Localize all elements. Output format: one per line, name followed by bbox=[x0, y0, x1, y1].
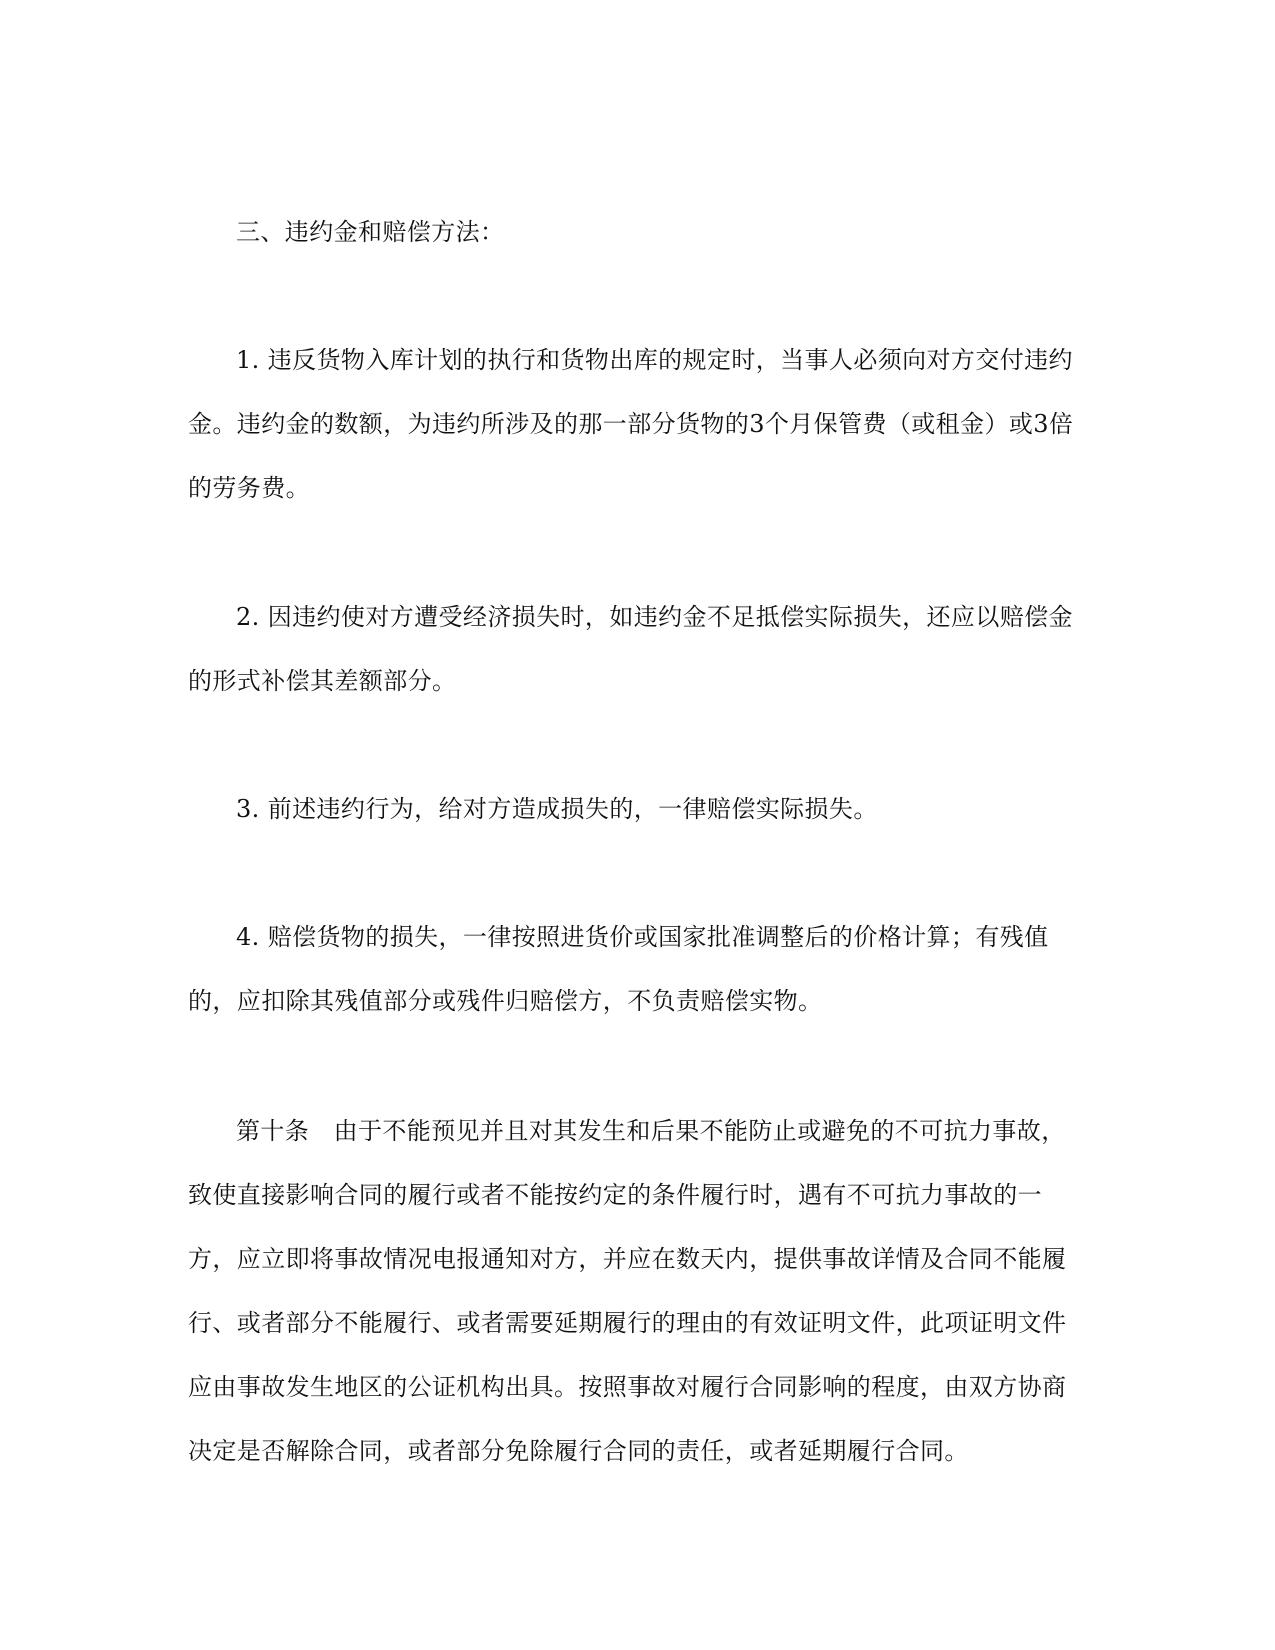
clause-item-1: 1. 违反货物入库计划的执行和货物出库的规定时，当事人必须向对方交付违约金。违约金的数额，为违约所涉及的那一部分货物的3个月保管费（或租金）或3倍的劳务费。 bbox=[188, 346, 1074, 502]
clause-item-4: 4. 赔偿货物的损失，一律按照进货价或国家批准调整后的价格计算；有残值的，应扣除其残值部分或残件归赔偿方，不负责赔偿实物。 bbox=[188, 923, 1049, 1015]
section-heading: 三、违约金和赔偿方法： bbox=[236, 218, 505, 246]
article-10-paragraph: 第十条 由于不能预见并且对其发生和后果不能防止或避免的不可抗力事故，致使直接影响合同的履行或者不能按约定的条件履行时，遇有不可抗力事故的一方，应立即将事故情况电报通知对方，并应在数天内，提供事故详情及合同不能履行、或者部分不能履行、或者需要延期履行的理由的有效证明文件，此项证明文件应由事故发生地区的公证机构出具。按照事故对履行合同影响的程度，由双方协商决定是否解除合同，或者部分免除履行合同的责任，或者延期履行合同。 bbox=[188, 1117, 1067, 1465]
clause-item-3: 3. 前述违约行为，给对方造成损失的，一律赔偿实际损失。 bbox=[236, 795, 878, 823]
clause-item-2: 2. 因违约使对方遭受经济损失时，如违约金不足抵偿实际损失，还应以赔偿金的形式补偿其差额部分。 bbox=[188, 603, 1073, 695]
